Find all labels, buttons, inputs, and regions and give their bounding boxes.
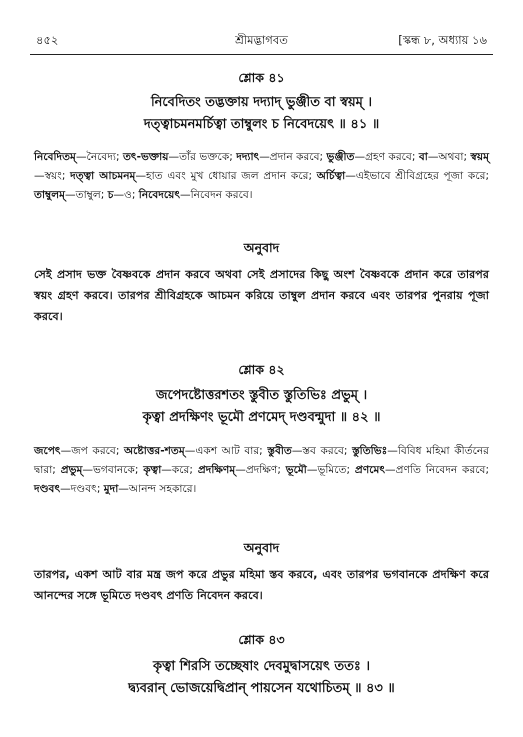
synonym-meaning: —অথবা xyxy=(427,151,464,163)
synonym-term: ভুঞ্জীত xyxy=(326,151,355,163)
sloka-41-verse xyxy=(34,92,489,136)
verse-line: কৃত্বা প্রদক্ষিণং ভূমৌ প্রণমেদ্ দণ্ডবন্মুদা ॥ ৪২ ॥ xyxy=(142,410,381,425)
sloka-43-verse xyxy=(34,656,489,700)
synonym-term: নিবেদয়েৎ xyxy=(138,189,181,201)
synonym-meaning: —জপ করবে xyxy=(60,445,116,457)
sloka-42-title: শ্লোক ৪২ xyxy=(238,362,285,377)
synonym-meaning: —স্তব করবে xyxy=(291,445,344,457)
synonym-meaning: —প্রদান করবে xyxy=(259,151,320,163)
synonym-term: দত্ত্বা আচমনম্ xyxy=(70,170,136,182)
sloka-41-synonyms: নিবেদিতম্—নৈবেদ্য; তৎ-ভক্তায়—তাঁর ভক্তকে; দদ্যাৎ—প্রদান করবে; ভুঞ্জীত—গ্রহণ করবে; বা—অথবা; স্বয়ম্—স্বয়ং; দত্ত্বা আচমনম্—হাত এবং মুখ ধোয়ার জল প্রদান করে; অর্চিত্বা—এইভাবে শ্রীবিগ্রহের পূজা করে; তাম্বুলম্—তাম্বুল; চ—ও; নিবেদয়েৎ—নিবেদন করবে। xyxy=(34,151,490,201)
synonym-meaning: —হাত এবং মুখ ধোয়ার জল প্রদান করে xyxy=(135,170,309,182)
sloka-42-translation: তারপর, একশ আট বার মন্ত্র জপ করে প্রভুর মহিমা স্তব করবে, এবং তারপর ভগবানকে প্রদক্ষিণ করে আনন্দের সঙ্গে ভূমিতে দণ্ডবৎ প্রণতি নিবেদন করবে। xyxy=(34,568,489,602)
synonym-meaning: —প্রদক্ষিণ xyxy=(235,464,278,476)
synonym-term: জপেৎ xyxy=(34,445,61,457)
synonym-term: স্বয়ম্ xyxy=(470,151,490,163)
sloka-41-title: শ্লোক ৪১ xyxy=(238,70,285,85)
page-number: ৪৫২ xyxy=(36,33,59,47)
synonym-meaning: —দণ্ডবৎ xyxy=(60,483,97,495)
synonym-term: প্রণমেৎ xyxy=(354,464,386,476)
verse-line: নিবেদিতং তদ্ভক্তায় দদ্যাদ্ ভুঞ্জীত বা স্বয়ম্ । xyxy=(150,95,373,110)
synonym-meaning: —এইভাবে শ্রীবিগ্রহের পূজা করে xyxy=(345,170,486,182)
page-header xyxy=(36,32,487,52)
synonym-meaning: —প্রণতি নিবেদন করবে xyxy=(385,464,486,476)
synonym-term: দণ্ডবৎ xyxy=(34,483,61,495)
sloka-43-title: শ্লোক ৪৩ xyxy=(238,632,285,647)
header-divider xyxy=(30,54,493,55)
synonym-term: স্তুতিভিঃ xyxy=(352,445,388,457)
synonym-term: অষ্টোত্তর-শতম্ xyxy=(123,445,185,457)
sloka-42-translation-heading: অনুবাদ xyxy=(243,540,280,555)
synonym-term: তৎ-ভক্তায় xyxy=(122,151,169,163)
synonym-term: প্রদক্ষিণম্ xyxy=(197,464,236,476)
synonym-term: কৃত্বা xyxy=(143,464,162,476)
synonym-meaning: —ভূমিতে xyxy=(306,464,347,476)
chapter-reference: [স্কন্ধ ৮, অধ্যায় ১৬ xyxy=(398,33,487,47)
synonym-term: বা xyxy=(418,151,428,163)
synonym-term: অর্চিত্বা xyxy=(316,170,346,182)
verse-line: দত্ত্বাচমনমর্চিত্বা তাম্বুলং চ নিবেদয়েৎ ॥ ৪১ ॥ xyxy=(143,117,380,132)
synonym-meaning: —নৈবেদ্য xyxy=(75,151,116,163)
synonym-meaning: —আনন্দ সহকারে। xyxy=(118,483,197,495)
synonym-term: স্তুবীত xyxy=(267,445,292,457)
verse-line: কৃত্বা শিরসি তচ্ছেষাং দেবমুদ্বাসয়েৎ ততঃ । xyxy=(153,659,370,674)
sloka-42-verse xyxy=(34,385,489,429)
synonym-meaning: —একশ আট বার xyxy=(184,445,260,457)
sloka-41-translation-heading: অনুবাদ xyxy=(243,240,280,255)
synonym-term: প্রভুম্ xyxy=(60,464,83,476)
synonym-meaning: —ভগবানকে xyxy=(82,464,135,476)
synonym-meaning: —ও xyxy=(113,189,132,201)
synonym-term: মুদা xyxy=(103,483,119,495)
sloka-41-translation: সেই প্রসাদ ভক্ত বৈষ্ণবকে প্রদান করবে অথবা সেই প্রসাদের কিছু অংশ বৈষ্ণবকে প্রদান করে তারপর স্বয়ং গ্রহণ করবে। তারপর শ্রীবিগ্রহকে আচমন করিয়ে তাম্বুল প্রদান করবে এবং তারপর পুনরায় পূজা করবে। xyxy=(34,268,489,323)
synonym-term: নিবেদিতম্ xyxy=(34,151,76,163)
synonym-term: দদ্যাৎ xyxy=(236,151,260,163)
synonym-meaning: —স্বয়ং xyxy=(34,170,62,182)
synonym-meaning: —তাম্বুল xyxy=(65,189,101,201)
synonym-term: ভূমৌ xyxy=(285,464,307,476)
synonym-meaning: —বিবিধ মহিমা কীর্তনের দ্বারা xyxy=(34,445,490,476)
synonym-meaning: —করে xyxy=(161,464,190,476)
synonym-term: চ xyxy=(107,189,114,201)
synonym-term: তাম্বুলম্ xyxy=(34,189,66,201)
book-title: শ্রীমদ্ভাগবত xyxy=(235,33,288,47)
synonym-meaning: —তাঁর ভক্তকে xyxy=(168,151,230,163)
verse-line: জপেদষ্টোত্তরশতং স্তুবীত স্তুতিভিঃ প্রভুম্ । xyxy=(155,388,368,403)
sloka-42-synonyms: জপেৎ—জপ করবে; অষ্টোত্তর-শতম্—একশ আট বার; স্তুবীত—স্তব করবে; স্তুতিভিঃ—বিবিধ মহিমা কীর্তনের দ্বারা; প্রভুম্—ভগবানকে; কৃত্বা—করে; প্রদক্ষিণম্—প্রদক্ষিণ; ভূমৌ—ভূমিতে; প্রণমেৎ—প্রণতি নিবেদন করবে; দণ্ডবৎ—দণ্ডবৎ; মুদা—আনন্দ সহকারে। xyxy=(34,445,490,495)
synonym-meaning: —গ্রহণ করবে xyxy=(354,151,412,163)
synonym-meaning: —নিবেদন করবে। xyxy=(180,189,253,201)
verse-line: দ্ব্যবরান্ ভোজয়েদ্বিপ্রান্ পায়সেন যথোচিতম্ ॥ ৪৩ ॥ xyxy=(128,681,395,696)
